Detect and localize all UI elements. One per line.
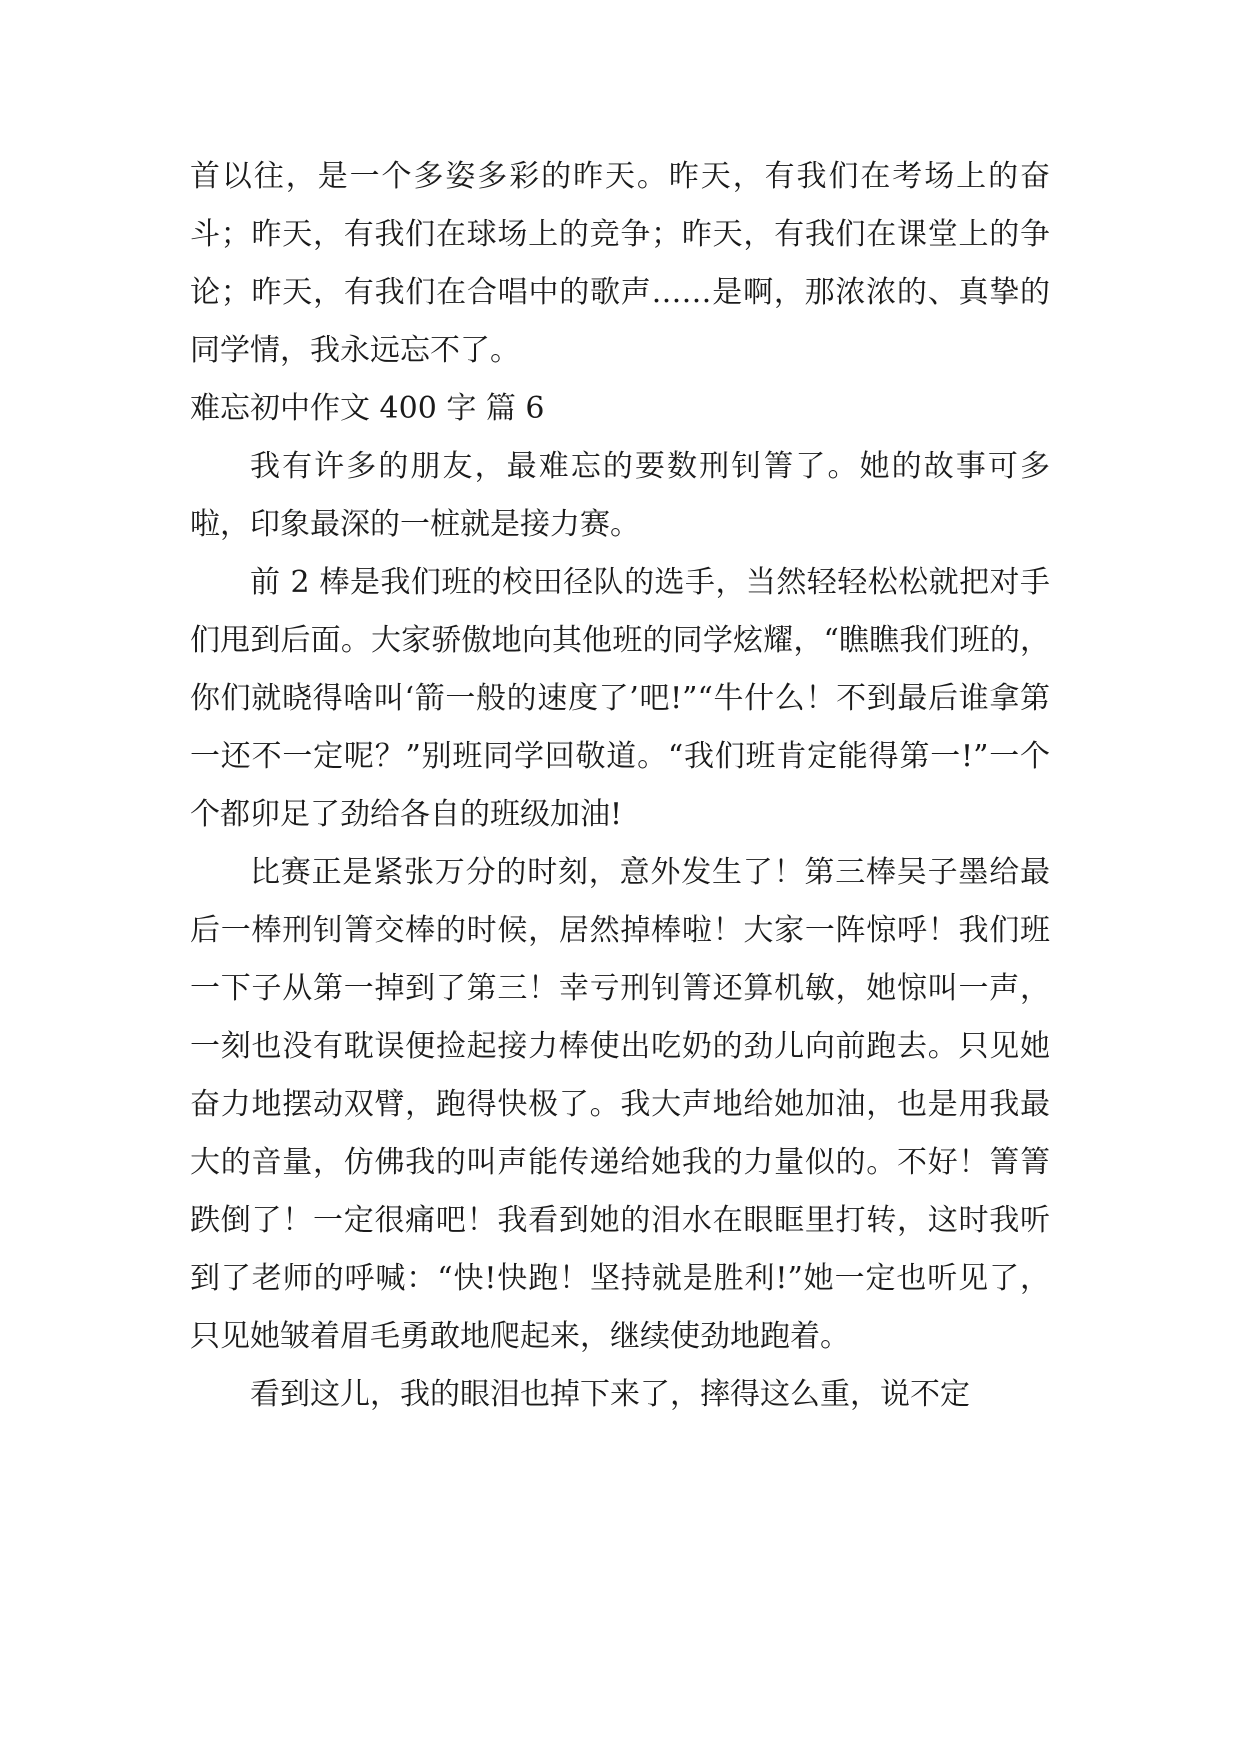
paragraph: 看到这儿，我的眼泪也掉下来了，摔得这么重，说不定 — [250, 1377, 970, 1412]
section-heading: 难忘初中作文 400 字 篇 6 — [190, 391, 545, 426]
paragraph: 我有许多的朋友，最难忘的要数刑钊箐了。她的故事可多啦，印象最深的一桩就是接力赛。 — [190, 449, 1050, 542]
paragraph-continuation: 首以往，是一个多姿多彩的昨天。昨天，有我们在考场上的奋斗；昨天，有我们在球场上的竞争；昨天，有我们在课堂上的争论；昨天，有我们在合唱中的歌声……是啊，那浓浓的、真挚的同学情，我永远忘不了。 — [190, 159, 1050, 368]
paragraph: 比赛正是紧张万分的时刻，意外发生了！第三棒吴子墨给最后一棒刑钊箐交棒的时候，居然掉棒啦！大家一阵惊呼！我们班一下子从第一掉到了第三！幸亏刑钊箐还算机敏，她惊叫一声，一刻也没有耽误便捡起接力棒使出吃奶的劲儿向前跑去。只见她奋力地摆动双臂，跑得快极了。我大声地给她加油，也是用我最大的音量，仿佛我的叫声能传递给她我的力量似的。不好！箐箐跌倒了！一定很痛吧！我看到她的泪水在眼眶里打转，这时我听到了老师的呼喊：“快!快跑！坚持就是胜利!”她一定也听见了，只见她皱着眉毛勇敢地爬起来，继续使劲地跑着。 — [190, 855, 1050, 1354]
document-page — [190, 148, 1050, 1424]
paragraph: 前 2 棒是我们班的校田径队的选手，当然轻轻松松就把对手们甩到后面。大家骄傲地向其他班的同学炫耀，“瞧瞧我们班的，你们就晓得啥叫‘箭一般的速度了’吧!”“牛什么！不到最后谁拿第一还不一定呢？”别班同学回敬道。“我们班肯定能得第一!”一个个都卯足了劲给各自的班级加油! — [190, 565, 1050, 832]
